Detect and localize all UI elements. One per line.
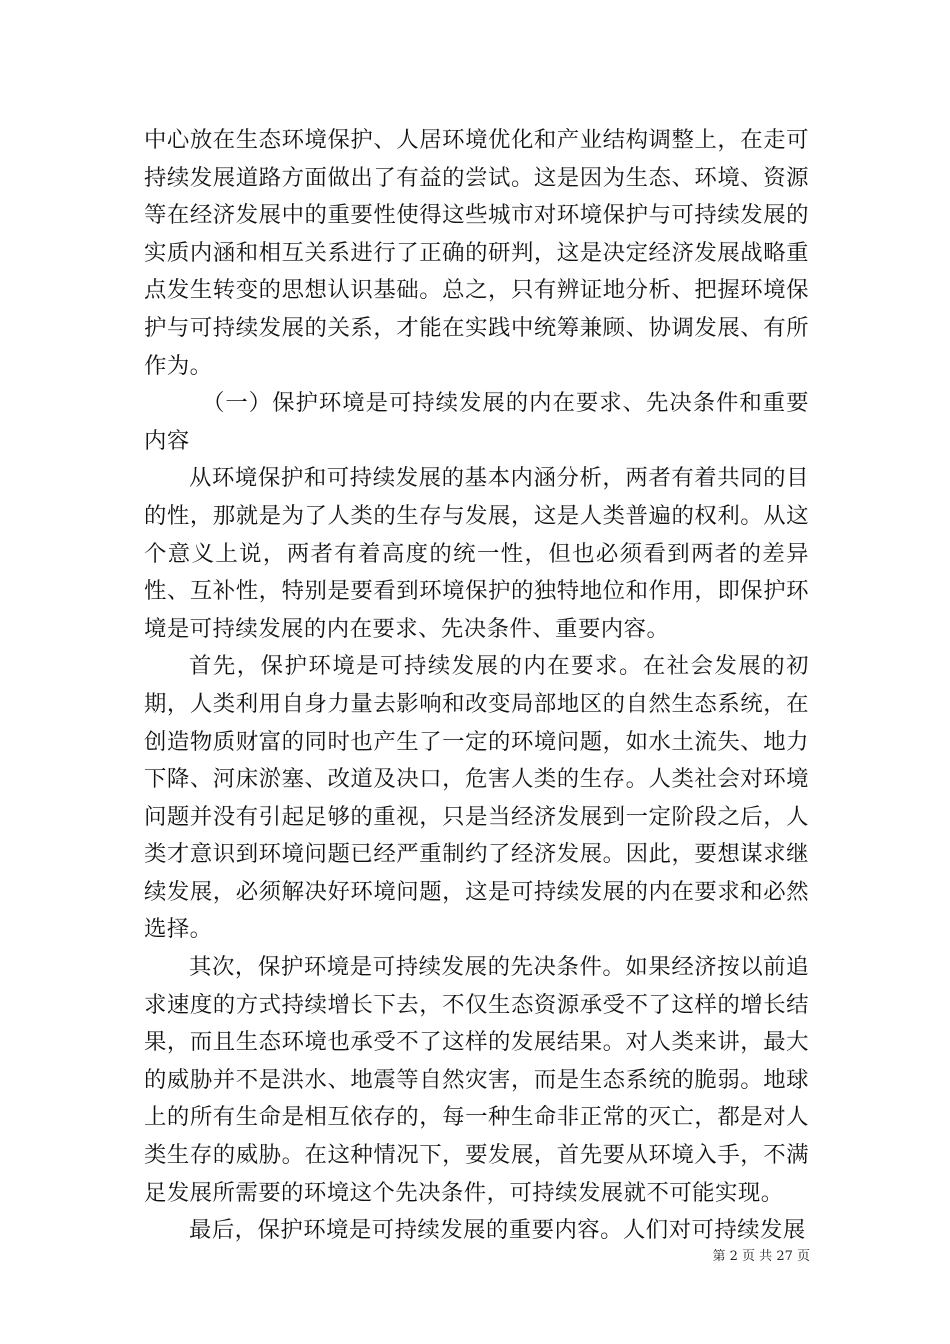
section-heading: （一）保护环境是可持续发展的内在要求、先决条件和重要内容: [144, 390, 809, 454]
paragraph: 最后，保护环境是可持续发展的重要内容。人们对可持续发展: [189, 1217, 806, 1244]
paragraph: 从环境保护和可持续发展的基本内涵分析，两者有着共同的目的性，那就是为了人类的生存与发展，这是人类普遍的权利。从这个意义上说，两者有着高度的统一性，但也必须看到两者的差异性、互补性，特别是要看到环境保护的独特地位和作用，即保护环境是可持续发展的内在要求、先决条件、重要内容。: [144, 465, 809, 642]
paragraph: 其次，保护环境是可持续发展的先决条件。如果经济按以前追求速度的方式持续增长下去，不仅生态资源承受不了这样的增长结果，而且生态环境也承受不了这样的发展结果。对人类来讲，最大的威胁并不是洪水、地震等自然灾害，而是生态系统的脆弱。地球上的所有生命是相互依存的，每一种生命非正常的灭亡，都是对人类生存的威胁。在这种情况下，要发展，首先要从环境入手，不满足发展所需要的环境这个先决条件，可持续发展就不可能实现。: [144, 954, 809, 1206]
paragraph-continuation: 中心放在生态环境保护、人居环境优化和产业结构调整上，在走可持续发展道路方面做出了有益的尝试。这是因为生态、环境、资源等在经济发展中的重要性使得这些城市对环境保护与可持续发展的实质内涵和相互关系进行了正确的研判，这是决定经济发展战略重点发生转变的思想认识基础。总之，只有辨证地分析、把握环境保护与可持续发展的关系，才能在实践中统筹兼顾、协调发展、有所作为。: [144, 127, 809, 379]
document-body: [144, 122, 809, 1250]
paragraph: 首先，保护环境是可持续发展的内在要求。在社会发展的初期，人类利用自身力量去影响和改变局部地区的自然生态系统，在创造物质财富的同时也产生了一定的环境问题，如水土流失、地力下降、河床淤塞、改道及决口，危害人类的生存。人类社会对环境问题并没有引起足够的重视，只是当经济发展到一定阶段之后，人类才意识到环境问题已经严重制约了经济发展。因此，要想谋求继续发展，必须解决好环境问题，这是可持续发展的内在要求和必然选择。: [144, 653, 809, 943]
page-number-footer: 第 2 页 共 27 页: [712, 1249, 810, 1264]
